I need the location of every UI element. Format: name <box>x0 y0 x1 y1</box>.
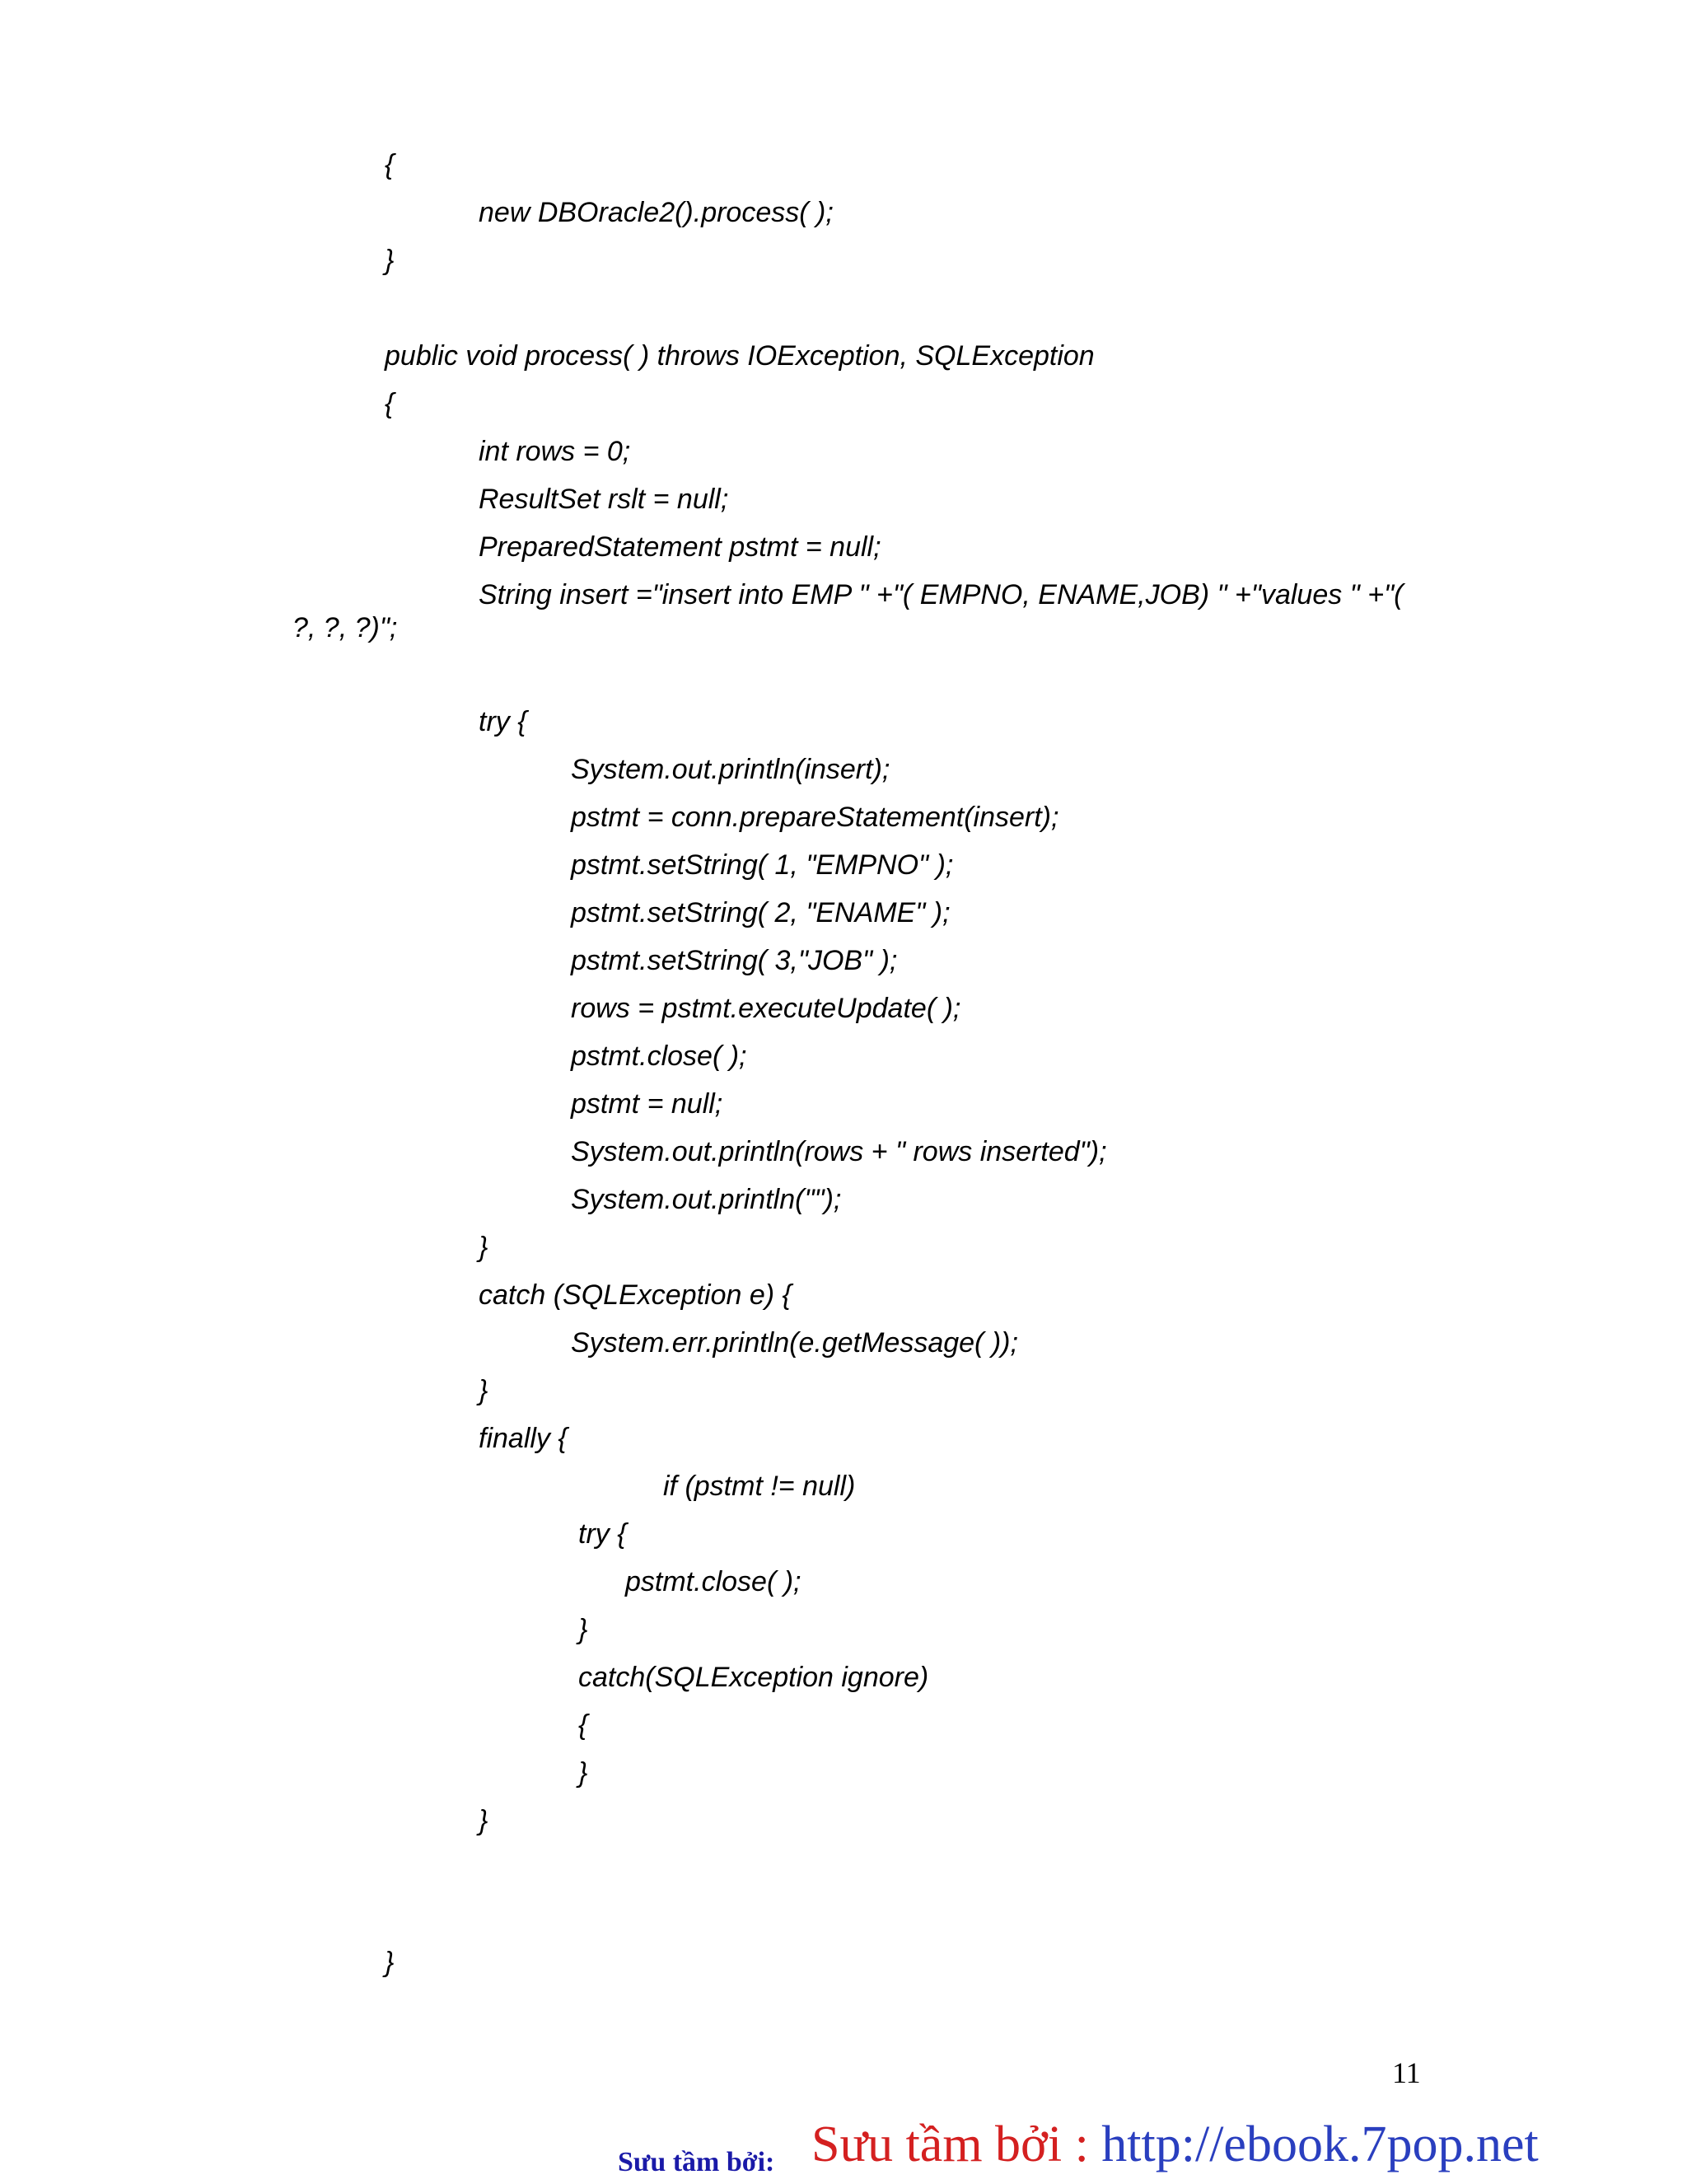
code-line: } <box>385 1947 395 1978</box>
code-line: new DBOracle2().process( ); <box>479 197 834 228</box>
code-line: ?, ?, ?)"; <box>292 612 398 643</box>
code-line: { <box>578 1709 588 1741</box>
code-line: if (pstmt != null) <box>663 1471 856 1502</box>
code-line: System.out.println(rows + " rows inserted"); <box>571 1136 1107 1167</box>
code-line: String insert ="insert into EMP " +"( EMPNO, ENAME,JOB) " +"values " +"( <box>479 579 1404 610</box>
code-line: System.err.println(e.getMessage( )); <box>571 1327 1018 1359</box>
page-number: 11 <box>1392 2056 1421 2089</box>
code-line: finally { <box>479 1423 568 1454</box>
code-line: try { <box>578 1518 627 1550</box>
code-line: { <box>385 149 395 180</box>
footer-credit-text: Sưu tầm bởi: <box>618 2147 775 2177</box>
code-line: catch(SQLException ignore) <box>578 1662 929 1693</box>
code-line: pstmt.setString( 3,"JOB" ); <box>571 945 898 976</box>
code-line: } <box>385 245 395 276</box>
footer-credit-banner <box>811 2116 1539 2173</box>
code-line: pstmt = null; <box>571 1088 723 1120</box>
code-line: PreparedStatement pstmt = null; <box>479 531 881 563</box>
code-line: } <box>578 1614 588 1645</box>
code-line: } <box>479 1805 488 1836</box>
code-line: pstmt.close( ); <box>571 1041 747 1072</box>
code-line: pstmt.close( ); <box>625 1566 801 1597</box>
code-line: System.out.println(""); <box>571 1184 842 1215</box>
code-line: int rows = 0; <box>479 436 631 467</box>
code-line: pstmt.setString( 1, "EMPNO" ); <box>571 849 954 881</box>
code-line: } <box>479 1232 488 1263</box>
footer-credit-label: Sưu tầm bởi : <box>811 2116 1102 2172</box>
code-line: } <box>479 1375 488 1406</box>
footer-credit-url: http://ebook.7pop.net <box>1101 2116 1539 2172</box>
code-line: pstmt.setString( 2, "ENAME" ); <box>571 897 951 928</box>
code-line: } <box>578 1757 588 1789</box>
code-line: public void process( ) throws IOException, SQLException <box>385 340 1095 372</box>
code-line: pstmt = conn.prepareStatement(insert); <box>571 802 1059 833</box>
code-line: { <box>385 388 395 419</box>
code-line: ResultSet rslt = null; <box>479 484 729 515</box>
code-line: try { <box>479 706 527 737</box>
code-line: catch (SQLException e) { <box>479 1279 792 1311</box>
code-line: System.out.println(insert); <box>571 754 890 785</box>
code-line: rows = pstmt.executeUpdate( ); <box>571 993 961 1024</box>
